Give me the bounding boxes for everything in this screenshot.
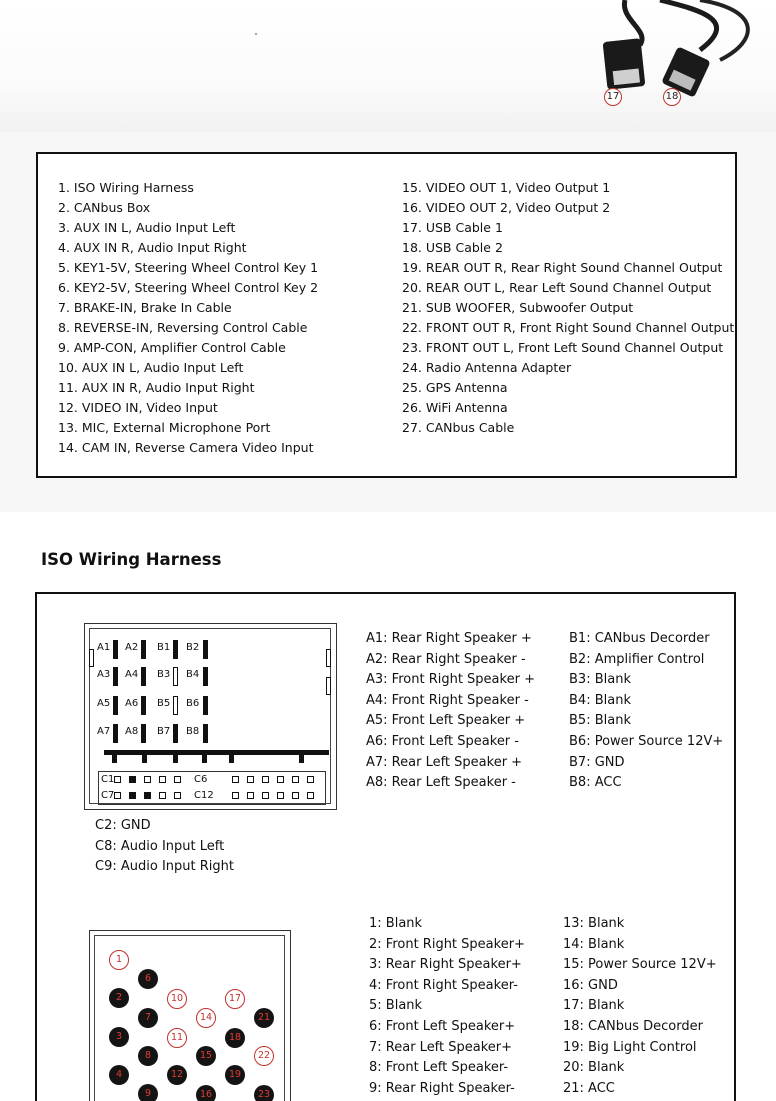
pin-description: 7: Rear Left Speaker+ <box>369 1039 513 1055</box>
c-pin-list <box>95 816 234 878</box>
pin-label: C7 <box>101 790 115 801</box>
round-pin: 21 <box>254 1008 274 1028</box>
pin-label: A6 <box>125 698 139 709</box>
round-pin: 7 <box>138 1008 158 1028</box>
round-pin-list-left <box>369 914 525 1099</box>
pin-description: 21: ACC <box>563 1080 615 1096</box>
usb-cables-illustration <box>0 0 776 132</box>
round-pin: 17 <box>225 989 245 1009</box>
c-pin <box>292 792 299 799</box>
c-pin <box>277 776 284 783</box>
round-pin-list-right <box>563 914 717 1099</box>
legend-item: 27. CANbus Cable <box>402 420 515 435</box>
c-pin <box>114 776 121 783</box>
iso-connector-a <box>84 623 337 810</box>
c-pin <box>262 776 269 783</box>
c-pin <box>129 792 136 799</box>
pin-description: A6: Front Left Speaker - <box>366 733 519 749</box>
round-pin: 14 <box>196 1008 216 1028</box>
rail-tooth <box>173 753 178 763</box>
pin-label: B7 <box>157 726 171 737</box>
pin-bar <box>141 640 146 659</box>
legend-item: 23. FRONT OUT L, Front Left Sound Channel Output <box>402 340 724 355</box>
legend-list-right <box>402 178 734 438</box>
pin-description: 17: Blank <box>563 998 625 1014</box>
connector-notch <box>326 677 331 695</box>
c-pin <box>277 792 284 799</box>
pin-bar <box>203 667 208 686</box>
rail-tooth <box>142 753 147 763</box>
round-pin: 1 <box>109 950 129 970</box>
legend-item: 19. REAR OUT R, Rear Right Sound Channel Output <box>402 260 723 275</box>
rail-tooth <box>229 753 234 763</box>
pin-label: B6 <box>186 698 200 709</box>
pin-description: 2: Front Right Speaker+ <box>369 936 525 952</box>
pin-bar <box>203 724 208 743</box>
legend-item: 3. AUX IN L, Audio Input Left <box>58 220 236 235</box>
legend-item: 20. REAR OUT L, Rear Left Sound Channel Output <box>402 280 712 295</box>
pin-bar <box>173 640 178 659</box>
c-pin <box>307 776 314 783</box>
round-pin: 3 <box>109 1027 129 1047</box>
round-pin: 19 <box>225 1065 245 1085</box>
pin-description: A8: Rear Left Speaker - <box>366 775 516 791</box>
legend-box <box>36 152 737 478</box>
connector-rail <box>104 750 329 755</box>
pin-label: A7 <box>97 726 111 737</box>
legend-item: 5. KEY1-5V, Steering Wheel Control Key 1 <box>58 260 319 275</box>
legend-item: 22. FRONT OUT R, Front Right Sound Channel Output <box>402 320 735 335</box>
pin-label: C1 <box>101 774 115 785</box>
pin-description: 4: Front Right Speaker- <box>369 977 518 993</box>
c-pin <box>174 792 181 799</box>
pin-description: A7: Rear Left Speaker + <box>366 754 523 770</box>
pin-description: 19: Big Light Control <box>563 1039 697 1055</box>
round-pin: 2 <box>109 988 129 1008</box>
c-pin <box>232 792 239 799</box>
c-pin <box>159 792 166 799</box>
pin-description: A3: Front Right Speaker + <box>366 672 535 688</box>
pin-description: 5: Blank <box>369 998 423 1014</box>
round-pin-connector <box>89 930 291 1101</box>
rail-tooth <box>112 753 117 763</box>
round-pin: 4 <box>109 1065 129 1085</box>
pin-bar <box>203 640 208 659</box>
legend-item: 6. KEY2-5V, Steering Wheel Control Key 2 <box>58 280 319 295</box>
c-pin <box>262 792 269 799</box>
legend-item: 17. USB Cable 1 <box>402 220 503 235</box>
legend-item: 7. BRAKE-IN, Brake In Cable <box>58 300 232 315</box>
pin-description: 18: CANbus Decorder <box>563 1018 703 1034</box>
pin-description: 8: Front Left Speaker- <box>369 1060 509 1076</box>
pin-description: B4: Blank <box>569 692 631 708</box>
pin-description: B2: Amplifier Control <box>569 651 705 667</box>
cable-label-18: 18 <box>663 88 681 106</box>
pin-bar <box>173 696 178 715</box>
c-pin <box>247 792 254 799</box>
pin-description: C9: Audio Input Right <box>95 859 234 875</box>
pin-label: B5 <box>157 698 171 709</box>
pin-label: A3 <box>97 669 111 680</box>
pin-description: 14: Blank <box>563 936 625 952</box>
pin-description: 13: Blank <box>563 916 625 931</box>
b-pin-list <box>569 629 723 794</box>
pin-description: B5: Blank <box>569 713 631 729</box>
pin-description: B7: GND <box>569 754 625 770</box>
rail-tooth <box>299 753 304 763</box>
pin-label: A5 <box>97 698 111 709</box>
pin-bar <box>203 696 208 715</box>
pin-description: A1: Rear Right Speaker + <box>366 631 532 646</box>
pin-description: A2: Rear Right Speaker - <box>366 651 526 667</box>
c-pin <box>174 776 181 783</box>
legend-item: 10. AUX IN L, Audio Input Left <box>58 360 244 375</box>
pin-description: 6: Front Left Speaker+ <box>369 1018 516 1034</box>
c-pin <box>307 792 314 799</box>
c-pin <box>129 776 136 783</box>
pin-label: B4 <box>186 669 200 680</box>
legend-item: 12. VIDEO IN, Video Input <box>58 400 218 415</box>
round-pin: 11 <box>167 1028 187 1048</box>
connector-notch <box>326 649 331 667</box>
legend-item: 1. ISO Wiring Harness <box>58 180 194 195</box>
pin-label: B1 <box>157 642 171 653</box>
pin-description: 9: Rear Right Speaker- <box>369 1080 515 1096</box>
pin-label: B2 <box>186 642 200 653</box>
pin-description: A5: Front Left Speaker + <box>366 713 526 729</box>
c-pin-block <box>98 771 326 805</box>
round-pin: 6 <box>138 969 158 989</box>
legend-item: 25. GPS Antenna <box>402 380 508 395</box>
pin-description: B1: CANbus Decorder <box>569 631 710 646</box>
rail-tooth <box>202 753 207 763</box>
pin-bar <box>113 667 118 686</box>
round-pin: 15 <box>196 1046 216 1066</box>
legend-item: 24. Radio Antenna Adapter <box>402 360 572 375</box>
pin-label: A4 <box>125 669 139 680</box>
a-pin-list <box>366 629 535 794</box>
pin-description: B3: Blank <box>569 672 631 688</box>
round-pin: 9 <box>138 1084 158 1101</box>
round-pin: 12 <box>167 1065 187 1085</box>
pin-label: B3 <box>157 669 171 680</box>
pin-label: A1 <box>97 642 111 653</box>
legend-item: 26. WiFi Antenna <box>402 400 508 415</box>
legend-item: 2. CANbus Box <box>58 200 151 215</box>
pin-description: B6: Power Source 12V+ <box>569 733 724 749</box>
round-pin: 16 <box>196 1085 216 1101</box>
c-pin <box>114 792 121 799</box>
legend-item: 18. USB Cable 2 <box>402 240 503 255</box>
usb-cables-photo <box>0 0 776 132</box>
pin-bar <box>113 640 118 659</box>
pin-bar <box>113 696 118 715</box>
section-title: ISO Wiring Harness <box>41 550 222 569</box>
connector-notch <box>89 649 94 667</box>
legend-item: 8. REVERSE-IN, Reversing Control Cable <box>58 320 308 335</box>
round-pin: 23 <box>254 1085 274 1101</box>
round-pin: 10 <box>167 989 187 1009</box>
c-pin <box>232 776 239 783</box>
legend-item: 13. MIC, External Microphone Port <box>58 420 271 435</box>
legend-item: 9. AMP-CON, Amplifier Control Cable <box>58 340 286 355</box>
iso-connector-a-frame <box>89 628 331 804</box>
cable-label-17: 17 <box>604 88 622 106</box>
pin-label: A2 <box>125 642 139 653</box>
pin-label: B8 <box>186 726 200 737</box>
c-pin <box>292 776 299 783</box>
pin-bar <box>113 724 118 743</box>
pin-bar <box>173 667 178 686</box>
legend-list-left <box>58 178 318 458</box>
pin-label: A8 <box>125 726 139 737</box>
pin-bar <box>141 724 146 743</box>
pin-bar <box>173 724 178 743</box>
pin-bar <box>141 696 146 715</box>
pin-description: 3: Rear Right Speaker+ <box>369 957 522 973</box>
legend-item: 11. AUX IN R, Audio Input Right <box>58 380 255 395</box>
pin-description: B8: ACC <box>569 775 622 791</box>
legend-item: 4. AUX IN R, Audio Input Right <box>58 240 247 255</box>
legend-item: 15. VIDEO OUT 1, Video Output 1 <box>402 180 611 195</box>
legend-item: 14. CAM IN, Reverse Camera Video Input <box>58 440 314 455</box>
pin-description: C8: Audio Input Left <box>95 838 225 854</box>
pin-description: 15: Power Source 12V+ <box>563 957 717 973</box>
pin-description: 20: Blank <box>563 1060 625 1076</box>
c-pin <box>159 776 166 783</box>
pin-label: C12 <box>194 790 214 801</box>
round-pin-connector-frame <box>94 935 285 1101</box>
c-pin <box>247 776 254 783</box>
legend-item: 16. VIDEO OUT 2, Video Output 2 <box>402 200 611 215</box>
round-pin: 18 <box>225 1028 245 1048</box>
pin-description: C2: GND <box>95 818 151 833</box>
c-pin <box>144 792 151 799</box>
round-pin: 8 <box>138 1046 158 1066</box>
c-pin <box>144 776 151 783</box>
round-pin: 22 <box>254 1046 274 1066</box>
pin-description: 1: Blank <box>369 916 423 931</box>
pin-description: 16: GND <box>563 977 618 993</box>
legend-item: 21. SUB WOOFER, Subwoofer Output <box>402 300 634 315</box>
pin-label: C6 <box>194 774 208 785</box>
pin-description: A4: Front Right Speaker - <box>366 692 529 708</box>
pin-bar <box>141 667 146 686</box>
